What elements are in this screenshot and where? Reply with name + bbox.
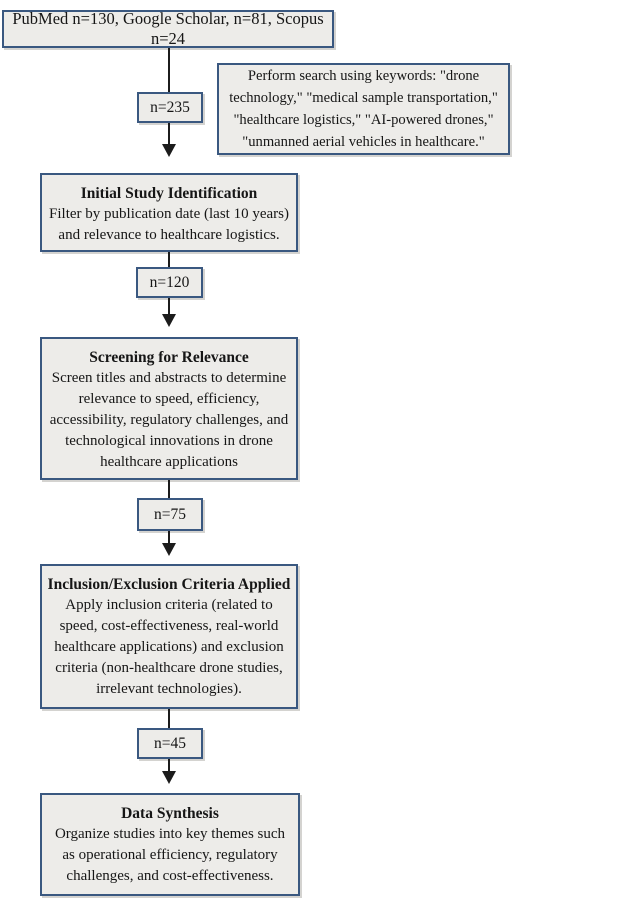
connector-line (168, 480, 170, 498)
stage-body: Apply inclusion criteria (related to speed, cost-effectiveness, real-world healthcare applications) and exclusion criteria (non-healthcare drone studies, irrelevant technologies). (54, 597, 284, 697)
count-box-n45 (137, 728, 203, 759)
arrow-down-icon (162, 771, 176, 784)
count-box-n235 (137, 92, 203, 123)
arrow-down-icon (162, 144, 176, 157)
stage-box-inclusion-exclusion-criteria (40, 564, 298, 709)
keywords-text: Perform search using keywords: "drone technology," "medical sample transportation," "healthcare logistics," "AI-powered drones," "unmanned aerial vehicles in healthcare." (229, 68, 498, 150)
connector-line (168, 123, 170, 146)
sources-box (2, 10, 334, 48)
arrow-down-icon (162, 314, 176, 327)
stage-box-data-synthesis (40, 793, 300, 896)
connector-line (168, 252, 170, 267)
stage-body: Screen titles and abstracts to determine relevance to speed, efficiency, accessibility, regulatory challenges, and technological innovations in drone healthcare applications (49, 370, 289, 470)
count-label: n=120 (149, 273, 190, 291)
count-box-n120 (136, 267, 203, 298)
count-label: n=235 (150, 98, 190, 116)
count-label: n=45 (154, 734, 186, 752)
stage-box-initial-study-identification (40, 173, 298, 252)
count-box-n75 (137, 498, 203, 531)
arrow-down-icon (162, 543, 176, 556)
stage-title: Initial Study Identification (80, 185, 258, 202)
stage-title: Screening for Relevance (89, 349, 249, 366)
stage-box-screening-for-relevance (40, 337, 298, 480)
stage-body: Filter by publication date (last 10 years) and relevance to healthcare logistics. (49, 206, 289, 243)
count-label: n=75 (154, 505, 186, 523)
stage-title: Data Synthesis (121, 805, 219, 822)
connector-line (168, 48, 170, 92)
keywords-box (217, 63, 510, 155)
stage-title: Inclusion/Exclusion Criteria Applied (47, 576, 291, 593)
stage-body: Organize studies into key themes such as operational efficiency, regulatory challenges, and cost-effectiveness. (54, 826, 286, 884)
sources-text: PubMed n=130, Google Scholar, n=81, Scopus n=24 (12, 9, 324, 48)
connector-line (168, 709, 170, 728)
